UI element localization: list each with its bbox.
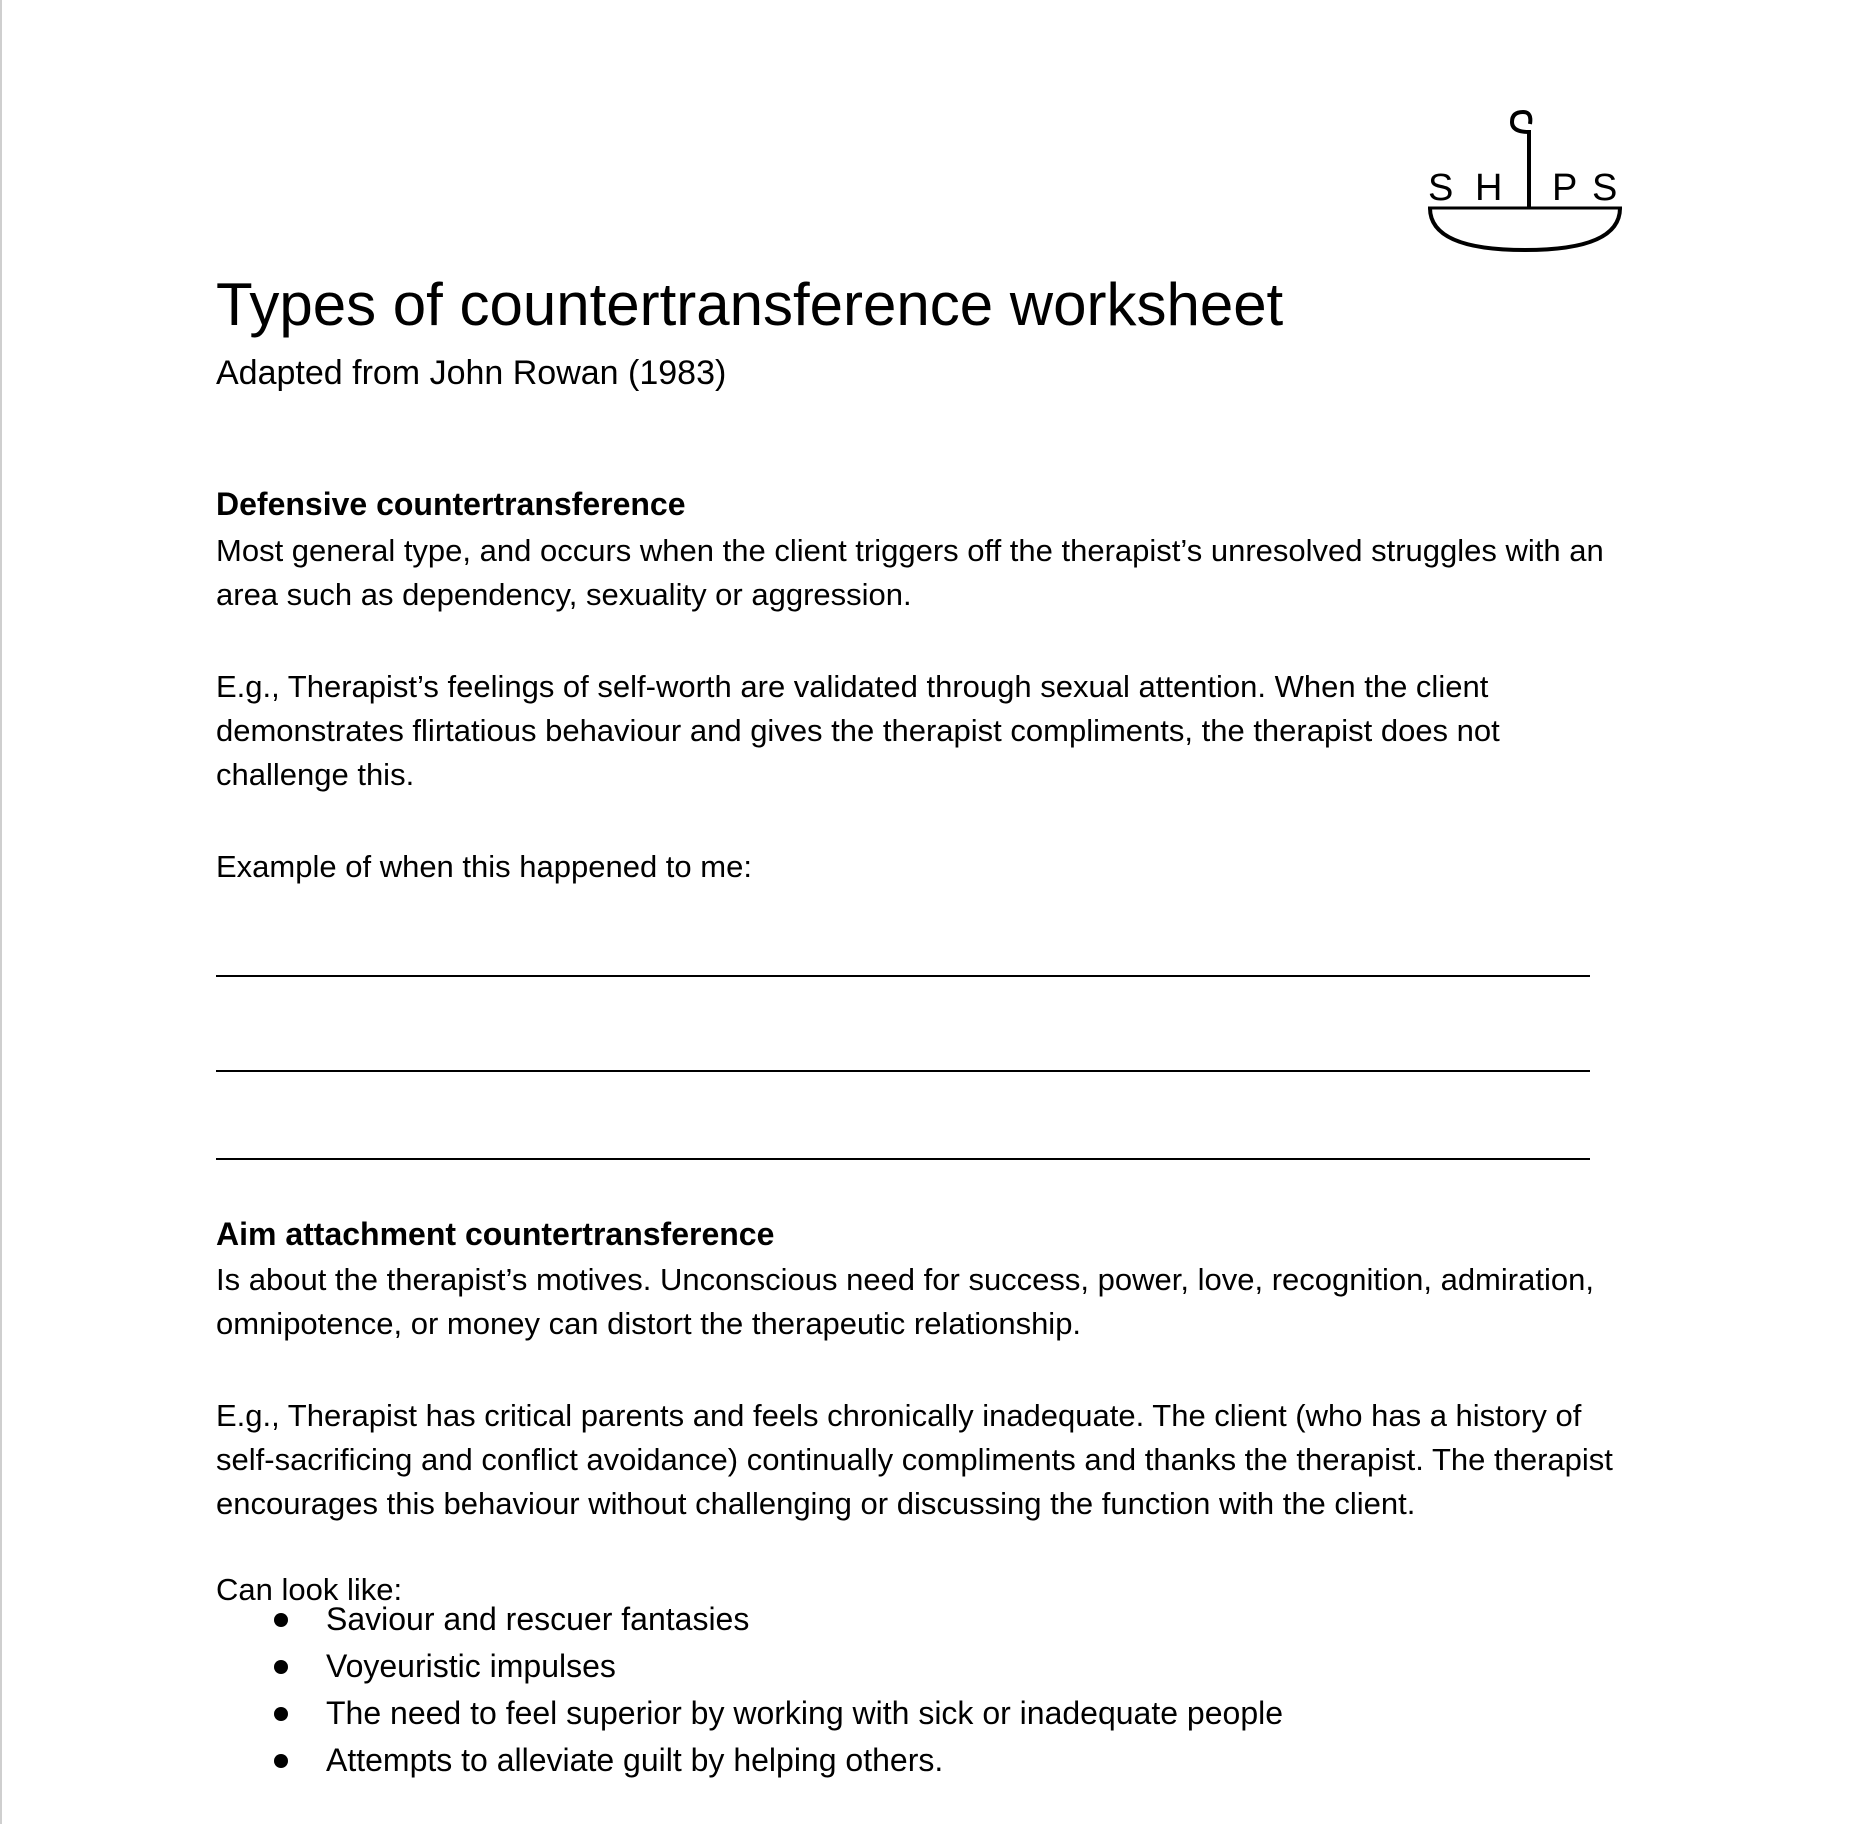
section-example-defensive: E.g., Therapist’s feelings of self-worth are validated through sexual attention. When the client demonstrates flirtatious behaviour and gives the therapist compliments, the therapist does not challenge this. bbox=[216, 669, 1500, 792]
list-item bbox=[216, 1690, 1283, 1737]
bullet-list bbox=[216, 1596, 1283, 1784]
ships-logo-icon bbox=[1420, 110, 1630, 260]
bullet-icon bbox=[274, 1660, 288, 1674]
logo-letter-s1: S bbox=[1428, 167, 1454, 209]
answer-line[interactable] bbox=[216, 975, 1590, 977]
page-title: Types of countertransference worksheet bbox=[216, 271, 1284, 338]
bullet-icon bbox=[274, 1613, 288, 1627]
logo-letter-s2: S bbox=[1592, 167, 1618, 209]
section-description-aim-attachment: Is about the therapist’s motives. Unconscious need for success, power, love, recognition, admiration, omnipotence, or money can distort the therapeutic relationship. bbox=[216, 1262, 1594, 1341]
page-subtitle: Adapted from John Rowan (1983) bbox=[216, 354, 727, 392]
page-edge bbox=[0, 0, 2, 1824]
answer-line[interactable] bbox=[216, 1070, 1590, 1072]
list-item bbox=[216, 1643, 1283, 1690]
logo-letter-h: H bbox=[1475, 167, 1503, 209]
list-item-text: Voyeuristic impulses bbox=[326, 1648, 616, 1684]
section-heading-defensive: Defensive countertransference bbox=[216, 486, 686, 522]
logo-letter-p: P bbox=[1552, 167, 1578, 209]
section-heading-aim-attachment: Aim attachment countertransference bbox=[216, 1216, 775, 1252]
section-example-aim-attachment: E.g., Therapist has critical parents and feels chronically inadequate. The client (who has a history of self-sacrificing and conflict avoidance) continually compliments and thanks the therapist. The therapist encourages this behaviour without challenging or discussing the function with the client. bbox=[216, 1398, 1613, 1521]
list-item-text: Attempts to alleviate guilt by helping others. bbox=[326, 1742, 944, 1778]
bullet-icon bbox=[274, 1754, 288, 1768]
example-prompt-defensive: Example of when this happened to me: bbox=[216, 849, 752, 884]
list-item bbox=[216, 1596, 1283, 1643]
list-item-text: Saviour and rescuer fantasies bbox=[326, 1601, 750, 1637]
section-description-defensive: Most general type, and occurs when the client triggers off the therapist’s unresolved struggles with an area such as dependency, sexuality or aggression. bbox=[216, 533, 1604, 612]
list-intro: Can look like: bbox=[216, 1572, 403, 1607]
list-item bbox=[216, 1737, 1283, 1784]
answer-line[interactable] bbox=[216, 1158, 1590, 1160]
list-item-text: The need to feel superior by working with sick or inadequate people bbox=[326, 1695, 1284, 1731]
bullet-icon bbox=[274, 1707, 288, 1721]
ships-logo bbox=[1420, 110, 1630, 260]
